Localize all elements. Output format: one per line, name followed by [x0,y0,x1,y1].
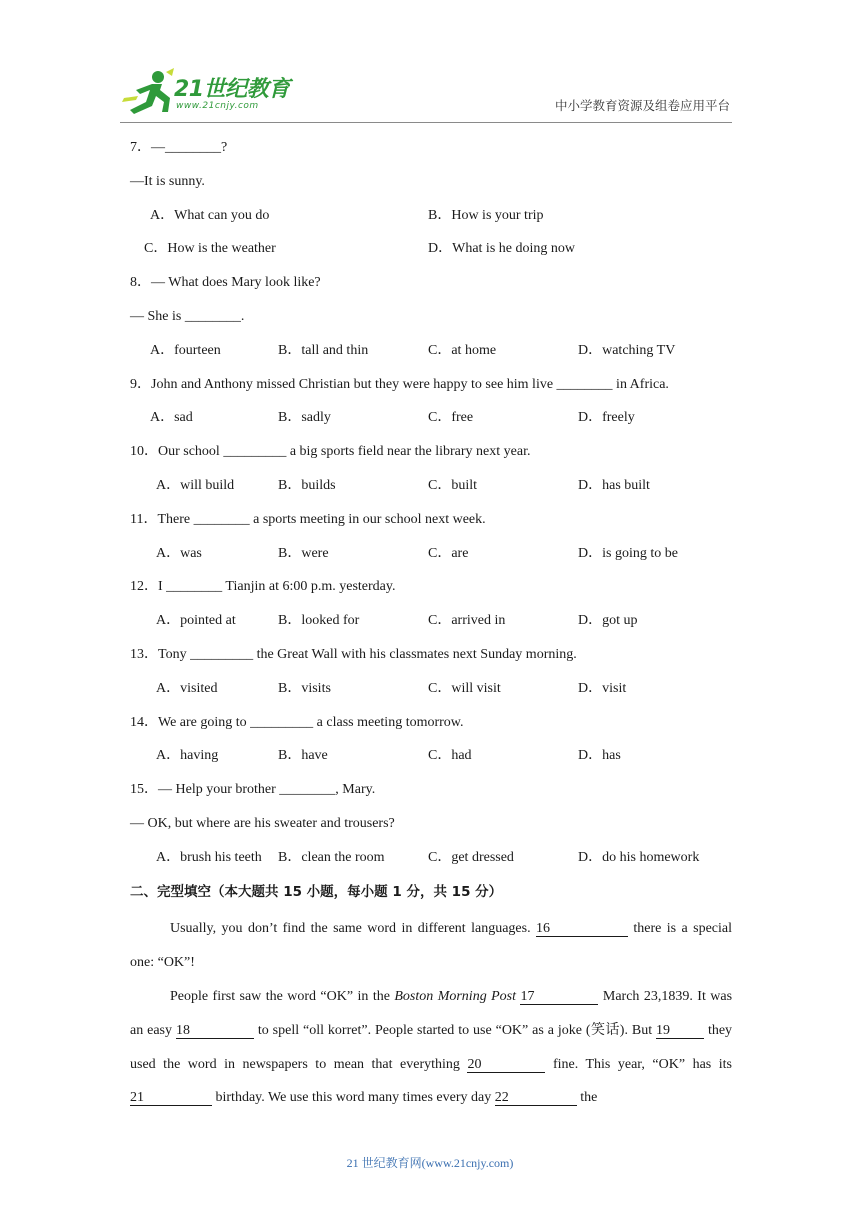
runner-icon [122,68,174,116]
blank-18[interactable]: 18 [176,1024,254,1039]
answer-option[interactable]: B．were [278,545,329,561]
question-reply: — OK, but where are his sweater and trousers? [130,815,395,831]
answer-option[interactable]: C．are [428,545,469,561]
question-reply: —It is sunny. [130,173,205,189]
answer-option[interactable]: D．is going to be [578,545,678,561]
answer-option[interactable]: A．fourteen [150,342,221,358]
question-stem: 9．John and Anthony missed Christian but they were happy to see him live ________ in Africa. [130,376,669,392]
question-stem: 10．Our school _________ a big sports field near the library next year. [130,444,531,460]
blank-20[interactable]: 20 [467,1058,545,1073]
answer-option[interactable]: C．at home [428,342,497,358]
cloze-paragraph-1: Usually, you don’t find the same word in different languages. 16 there is a special one: “OK”! [130,921,732,971]
answer-option[interactable]: C．get dressed [428,849,514,865]
answer-option[interactable]: B．have [278,748,328,764]
answer-option[interactable]: C．free [428,410,474,426]
answer-option[interactable]: B．How is your trip [428,207,544,223]
question-stem: 12．I ________ Tianjin at 6:00 p.m. yesterday. [130,579,396,595]
answer-option[interactable]: C．had [428,748,472,764]
option-row [130,203,732,237]
blank-19[interactable]: 19 [656,1024,704,1039]
question-stem: 15．— Help your brother ________, Mary. [130,782,376,798]
answer-option[interactable]: B．clean the room [278,849,385,865]
option-row [130,338,732,372]
answer-option[interactable]: C．How is the weather [144,241,276,257]
answer-option[interactable]: D．watching TV [578,342,676,358]
answer-option[interactable]: D．has built [578,477,650,493]
answer-option[interactable]: B．looked for [278,613,360,629]
question-reply: — She is ________. [130,308,245,324]
answer-option[interactable]: A．having [156,748,219,764]
question-list [130,135,732,879]
answer-option[interactable]: D．freely [578,410,635,426]
question-stem: 14．We are going to _________ a class meeting tomorrow. [130,714,464,730]
section-title: 二、完型填空（本大题共 15 小题，每小题 1 分，共 15 分） [130,883,503,900]
answer-option[interactable]: C．built [428,477,478,493]
option-row [130,541,732,575]
answer-option[interactable]: C．arrived in [428,613,506,629]
option-row [130,236,732,270]
answer-option[interactable]: A．was [156,545,202,561]
blank-21[interactable]: 21 [130,1091,212,1106]
page-header [0,0,860,130]
blank-16[interactable]: 16 [536,922,628,937]
answer-option[interactable]: D．What is he doing now [428,241,575,257]
option-row [130,743,732,777]
blank-17[interactable]: 17 [520,990,598,1005]
answer-option[interactable]: B．visits [278,680,331,696]
answer-option[interactable]: B．tall and thin [278,342,369,358]
answer-option[interactable]: D．do his homework [578,849,700,865]
logo-text: 21世纪教育 [174,77,290,102]
answer-option[interactable]: A．visited [156,680,218,696]
cloze-paragraph-2: People first saw the word “OK” in the Boston Morning Post 17 March 23,1839. It was an easy 18 to spell “oll korret”. People started to use “OK” as a joke (笑话). But 19 they used the word in newspapers to mean that everything 20 fine. This year, “OK” has its 21 birthday. We use this word many times every day 22 the [130,988,733,1106]
option-row [130,845,732,879]
header-divider [120,122,732,123]
answer-option[interactable]: A．will build [156,477,235,493]
exam-content [130,135,732,1115]
option-row [130,473,732,507]
answer-option[interactable]: A．sad [150,410,193,426]
page-footer: 21 世纪教育网(www.21cnjy.com) [346,1156,514,1170]
blank-22[interactable]: 22 [495,1091,577,1106]
option-row [130,405,732,439]
question-stem: 7．—________? [130,140,228,155]
site-logo [122,66,292,118]
answer-option[interactable]: D．got up [578,613,638,629]
answer-option[interactable]: D．has [578,748,621,764]
option-row [130,608,732,642]
question-stem: 8．— What does Mary look like? [130,275,321,291]
answer-option[interactable]: B．sadly [278,410,331,426]
answer-option[interactable]: C．will visit [428,680,501,696]
answer-option[interactable]: A．pointed at [156,613,236,629]
question-stem: 13．Tony _________ the Great Wall with his classmates next Sunday morning. [130,646,577,662]
option-row [130,676,732,710]
answer-option[interactable]: B．builds [278,477,336,493]
platform-tagline: 中小学教育资源及组卷应用平台 [554,99,730,113]
logo-url: www.21cnjy.com [176,101,259,111]
answer-option[interactable]: A．What can you do [150,207,270,223]
question-stem: 11．There ________ a sports meeting in our school next week. [130,511,486,527]
answer-option[interactable]: A．brush his teeth [156,849,262,865]
answer-option[interactable]: D．visit [578,680,627,696]
